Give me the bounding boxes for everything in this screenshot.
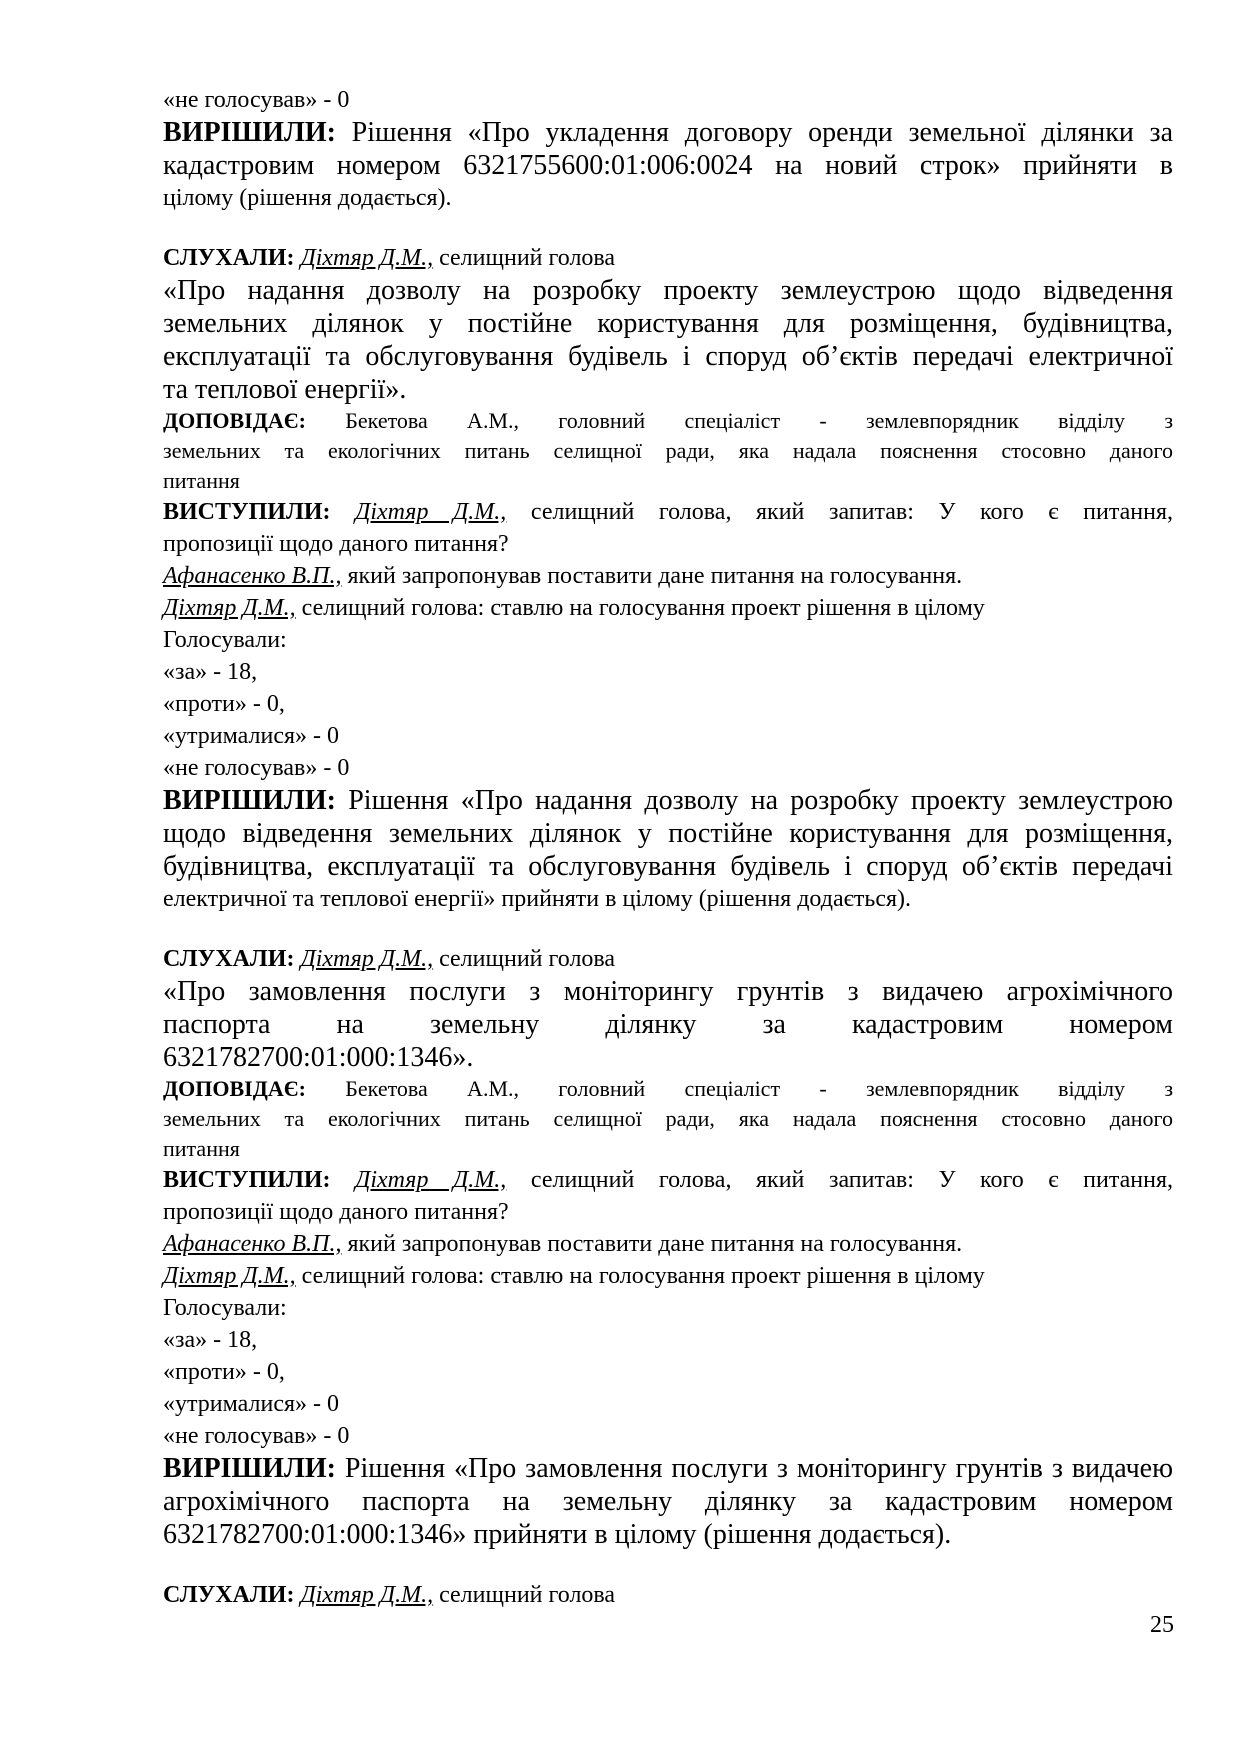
spoke-label: ВИСТУПИЛИ:	[163, 1167, 331, 1193]
heard-line	[163, 242, 1173, 274]
vote-for-line: «за» - 18,	[163, 659, 258, 685]
speaker-name: Діхтяр Д.М.,	[300, 1582, 434, 1608]
spoke-line	[163, 1164, 1173, 1196]
report-line: питання	[163, 1136, 240, 1161]
item-title-line: 6321782700:01:000:1346».	[163, 1042, 474, 1073]
heard-label: СЛУХАЛИ:	[163, 245, 295, 271]
report-text: Бекетова А.М., головний спеціаліст - землевпорядник відділу з	[345, 408, 1174, 433]
proposal-text: який запропонував поставити дане питання на голосування.	[347, 563, 963, 589]
speaker-role: селищний голова	[439, 245, 616, 271]
report-text: Бекетова А.М., головний спеціаліст - землевпорядник відділу з	[345, 1076, 1174, 1101]
heard-line	[163, 943, 1173, 975]
report-label: ДОПОВІДАЄ:	[163, 1076, 306, 1101]
proposal-line	[163, 560, 1173, 592]
vote-not-line: «не голосував» - 0	[163, 87, 350, 113]
call-vote-line	[163, 1260, 1173, 1292]
decision-line	[163, 116, 1173, 149]
speaker-name: Діхтяр Д.М.,	[163, 595, 296, 621]
proposal-text: який запропонував поставити дане питання на голосування.	[347, 1231, 963, 1257]
decision-text: Рішення «Про надання дозволу на розробку проекту землеустрою	[348, 785, 1174, 816]
vote-not-line: «не голосував» - 0	[163, 1423, 350, 1449]
decision-line: агрохімічного паспорта на земельну ділянку за кадастровим номером	[163, 1486, 1173, 1517]
paragraph-gap	[163, 1551, 1173, 1579]
decided-label: ВИРІШИЛИ:	[163, 785, 336, 816]
vote-against-line: «проти» - 0,	[163, 691, 285, 717]
page-number: 25	[1150, 1612, 1174, 1638]
decision-text: Рішення «Про замовлення послуги з моніторингу грунтів з видачею	[344, 1453, 1174, 1484]
item-title-line: «Про надання дозволу на розробку проекту землеустрою щодо відведення	[163, 275, 1173, 306]
item-title-line: земельних ділянок у постійне користування для розміщення, будівництва,	[163, 308, 1173, 339]
speaker-name: Афанасенко В.П.,	[163, 1231, 342, 1257]
heard-label: СЛУХАЛИ:	[163, 946, 295, 972]
decision-line: 6321782700:01:000:1346» прийняти в цілому (рішення додається).	[163, 1519, 952, 1550]
speaker-name: Діхтяр Д.М.,	[300, 245, 434, 271]
vote-not-line: «не голосував» - 0	[163, 755, 350, 781]
report-line	[163, 406, 1173, 436]
spoke-line	[163, 496, 1173, 528]
vote-for-line: «за» - 18,	[163, 1327, 258, 1353]
speaker-role: селищний голова	[439, 1582, 616, 1608]
decision-line: електричної та теплової енергії» прийняти в цілому (рішення додається).	[163, 886, 912, 912]
report-line: земельних та екологічних питань селищної ради, яка надала пояснення стосовно даного	[163, 1106, 1173, 1131]
spoke-text: селищний голова, який запитав: У кого є питання,	[530, 499, 1174, 525]
vote-abstain-line: «утрималися» - 0	[163, 1391, 340, 1417]
speaker-name: Діхтяр Д.М.,	[300, 946, 434, 972]
decided-label: ВИРІШИЛИ:	[163, 1453, 336, 1484]
decision-line: будівництва, експлуатації та обслуговування будівель і споруд об’єктів передачі	[163, 851, 1173, 882]
report-line: питання	[163, 468, 240, 493]
spoke-label: ВИСТУПИЛИ:	[163, 499, 331, 525]
item-title-line: та теплової енергії».	[163, 374, 407, 405]
speaker-role: селищний голова	[439, 946, 616, 972]
document-page	[163, 84, 1173, 1611]
spoke-line: пропозиції щодо даного питання?	[163, 531, 509, 557]
decided-label: ВИРІШИЛИ:	[163, 117, 336, 148]
item-title-line: паспорта на земельну ділянку за кадастровим номером	[163, 1009, 1173, 1040]
item-title-line: «Про замовлення послуги з моніторингу грунтів з видачею агрохімічного	[163, 976, 1173, 1007]
vote-abstain-line: «утрималися» - 0	[163, 723, 340, 749]
proposal-line	[163, 1228, 1173, 1260]
spoke-text: селищний голова, який запитав: У кого є питання,	[530, 1167, 1174, 1193]
decision-line: цілому (рішення додається).	[163, 185, 452, 211]
vote-against-line: «проти» - 0,	[163, 1359, 285, 1385]
report-label: ДОПОВІДАЄ:	[163, 408, 306, 433]
voted-label: Голосували:	[163, 627, 287, 653]
report-line	[163, 1074, 1173, 1104]
call-vote-text: селищний голова: ставлю на голосування проект рішення в цілому	[301, 1263, 985, 1289]
voted-label: Голосували:	[163, 1295, 287, 1321]
paragraph-gap	[163, 915, 1173, 943]
decision-text: Рішення «Про укладення договору оренди земельної ділянки за	[351, 117, 1173, 148]
decision-line	[163, 1452, 1173, 1485]
call-vote-text: селищний голова: ставлю на голосування проект рішення в цілому	[301, 595, 985, 621]
heard-label: СЛУХАЛИ:	[163, 1582, 295, 1608]
speaker-name: Афанасенко В.П.,	[163, 563, 342, 589]
report-line: земельних та екологічних питань селищної ради, яка надала пояснення стосовно даного	[163, 438, 1173, 463]
spoke-line: пропозиції щодо даного питання?	[163, 1199, 509, 1225]
speaker-name: Діхтяр Д.М.,	[355, 1167, 507, 1193]
decision-line	[163, 784, 1173, 817]
decision-line: кадастровим номером 6321755600:01:006:0024 на новий строк» прийняти в	[163, 150, 1173, 181]
heard-line	[163, 1579, 1173, 1611]
speaker-name: Діхтяр Д.М.,	[355, 499, 507, 525]
item-title-line: експлуатації та обслуговування будівель і споруд об’єктів передачі електричної	[163, 341, 1173, 372]
paragraph-gap	[163, 214, 1173, 242]
decision-line: щодо відведення земельних ділянок у постійне користування для розміщення,	[163, 818, 1173, 849]
speaker-name: Діхтяр Д.М.,	[163, 1263, 296, 1289]
call-vote-line	[163, 592, 1173, 624]
